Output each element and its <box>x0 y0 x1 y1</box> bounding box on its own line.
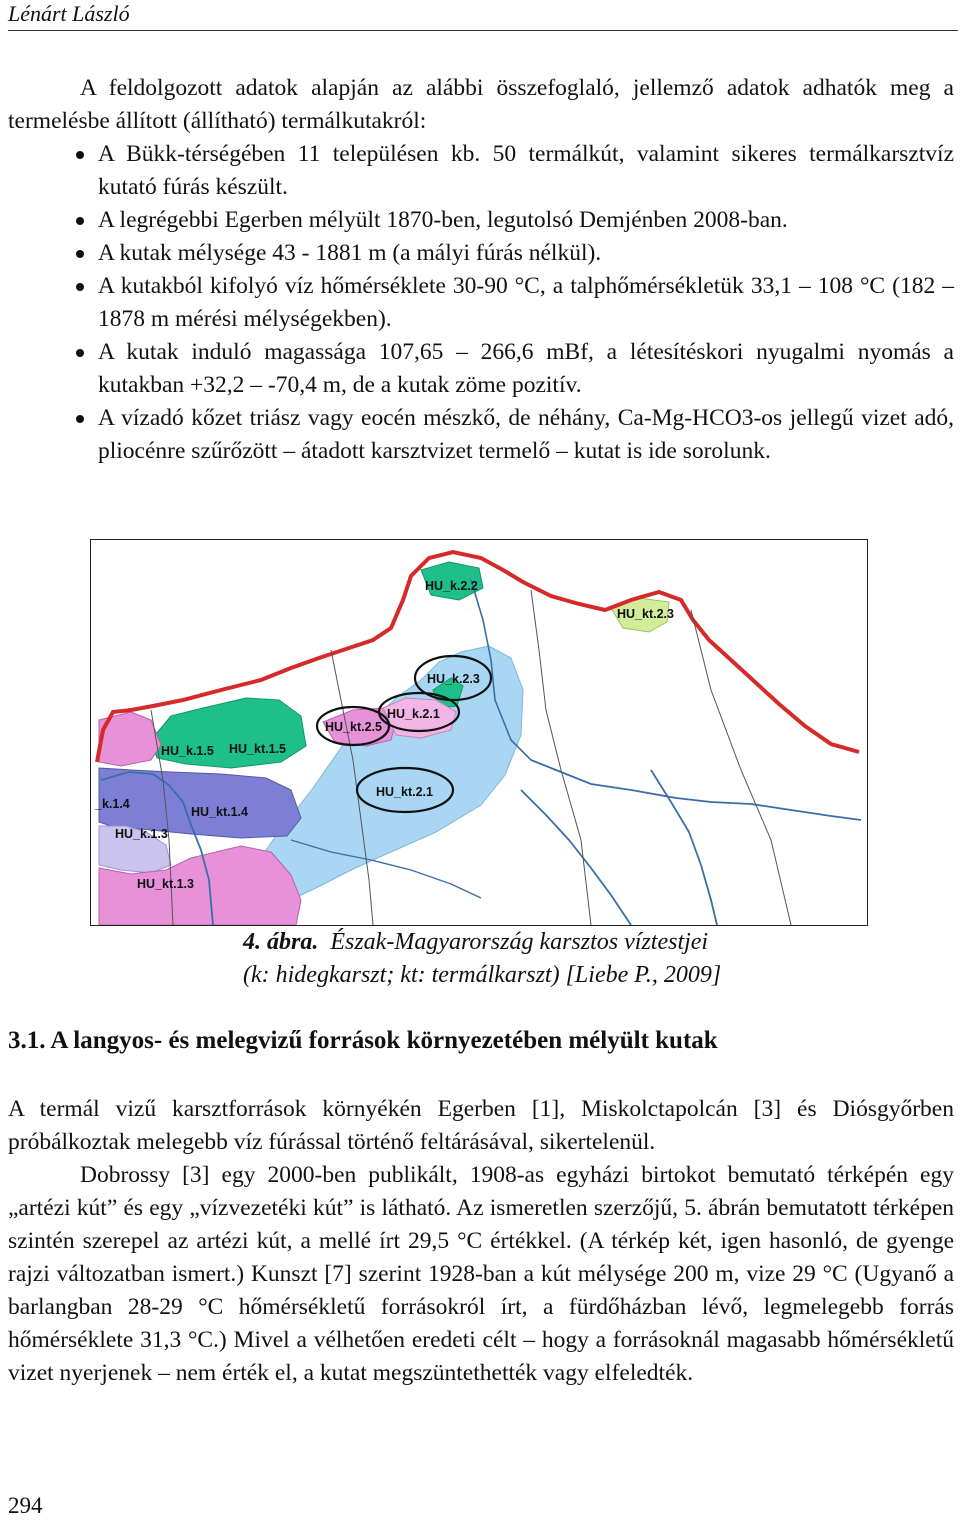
bullet-text: A kutak induló magassága 107,65 – 266,6 mBf, a létesítéskori nyugalmi nyomás a kutakban +32,2 – -70,4 m, de a kutak zöme pozitív. <box>98 339 954 398</box>
map-label-kt25: HU_kt.2.5 <box>325 720 382 734</box>
map-label-k22: HU_k.2.2 <box>425 579 478 593</box>
bullet-text: A vízadó kőzet triász vagy eocén mészkő, de néhány, Ca-Mg-HCO3-os jellegű vizet adó, pliocénre szűrőzött – átadott karsztvizet termelő – kutat is ide sorolunk. <box>98 405 954 464</box>
map-county-line <box>531 590 591 925</box>
header-author: Lénárt László <box>8 1 130 26</box>
bullet-icon <box>76 415 84 423</box>
running-header <box>8 0 958 31</box>
karst-water-bodies-map <box>90 539 868 926</box>
bullet-icon <box>76 349 84 357</box>
map-label-k15: HU_k.1.5 <box>161 744 214 758</box>
body-paragraph-1: A termál vizű karsztforrások környékén Egerben [1], Miskolctapolcán [3] és Diósgyőrben próbálkoztak melegebb víz fúrással történő feltárásával, sikertelenül. <box>8 1096 954 1155</box>
bullet-item <box>8 270 954 336</box>
map-label-kt15: HU_kt.1.5 <box>229 742 286 756</box>
bullet-icon <box>76 283 84 291</box>
bullet-text: A kutak mélysége 43 - 1881 m (a mályi fúrás nélkül). <box>98 240 602 266</box>
map-label-kt23: HU_kt.2.3 <box>617 607 674 621</box>
map-label-kt21: HU_kt.2.1 <box>376 785 433 799</box>
bullet-icon <box>76 151 84 159</box>
figure-caption <box>243 926 883 992</box>
bullet-item <box>8 204 954 237</box>
intro-paragraph: A feldolgozott adatok alapján az alábbi összefoglaló, jellemző adatok adhatók meg a termelésbe állított (állítható) termálkutakról: <box>8 75 954 134</box>
map-label-kt14: HU_kt.1.4 <box>191 805 248 819</box>
bullet-text: A kutakból kifolyó víz hőmérséklete 30-90 °C, a talphőmérsékletük 33,1 – 108 °C (182 – 1878 m mérési mélységekben). <box>98 273 954 332</box>
page-number: 294 <box>8 1493 43 1518</box>
map-svg <box>91 540 867 925</box>
bullet-item <box>8 402 954 468</box>
map-label-k14: _k.1.4 <box>95 797 130 811</box>
map-river <box>531 760 861 820</box>
figure-number: 4. ábra. <box>243 929 319 955</box>
bullet-item <box>8 336 954 402</box>
map-river <box>521 790 631 925</box>
map-label-k21: HU_k.2.1 <box>387 707 440 721</box>
map-label-kt13: HU_kt.1.3 <box>137 877 194 891</box>
body-paragraph-2: Dobrossy [3] egy 2000-ben publikált, 1908-as egyházi birtokot bemutató térképén egy „artézi kút” és egy „vízvezetéki kút” is látható. Az ismeretlen szerzőjű, 5. ábrán bemutatott térképen szintén szerepel az artézi kút, a mellé írt 29,5 °C értékkel. (A térkép két, igen hasonló, de gyenge rajzi változatban ismert.) Kunszt [7] szerint 1928-ban a kút mélysége 200 m, vize 29 °C (Ugyanő a barlangban 28-29 °C hőmérsékletű forrásokról írt, a fürdőházban lévő, legmelegebb forrás hőmérséklete 31,3 °C.) Mivel a vélhetően eredeti célt – hogy a forrásoknál magasabb hőmérsékletű vizet nyerjenek – nem érték el, a kutat megszüntethették vagy elfeledték. <box>8 1162 954 1386</box>
bullet-text: A legrégebbi Egerben mélyült 1870-ben, legutolsó Demjénben 2008-ban. <box>98 207 788 233</box>
caption-line-1 <box>243 926 883 959</box>
summary-bullet-list <box>8 138 954 468</box>
bullet-text: A Bükk-térségében 11 településen kb. 50 termálkút, valamint sikeres termálkarsztvíz kutató fúrás készült. <box>98 141 954 200</box>
bullet-item <box>8 237 954 270</box>
figure-title: Észak-Magyarország karsztos víztestjei <box>330 929 709 955</box>
map-label-k13: HU_k.1.3 <box>115 827 168 841</box>
bullet-icon <box>76 250 84 258</box>
map-river <box>651 770 717 925</box>
map-label-k23: HU_k.2.3 <box>427 672 480 686</box>
bullet-icon <box>76 217 84 225</box>
section-heading: 3.1. A langyos- és melegvizű források környezetében mélyült kutak <box>8 1027 718 1054</box>
map-county-line <box>691 610 791 925</box>
caption-line-2: (k: hidegkarszt; kt: termálkarszt) [Liebe P., 2009] <box>243 962 722 988</box>
bullet-item <box>8 138 954 204</box>
